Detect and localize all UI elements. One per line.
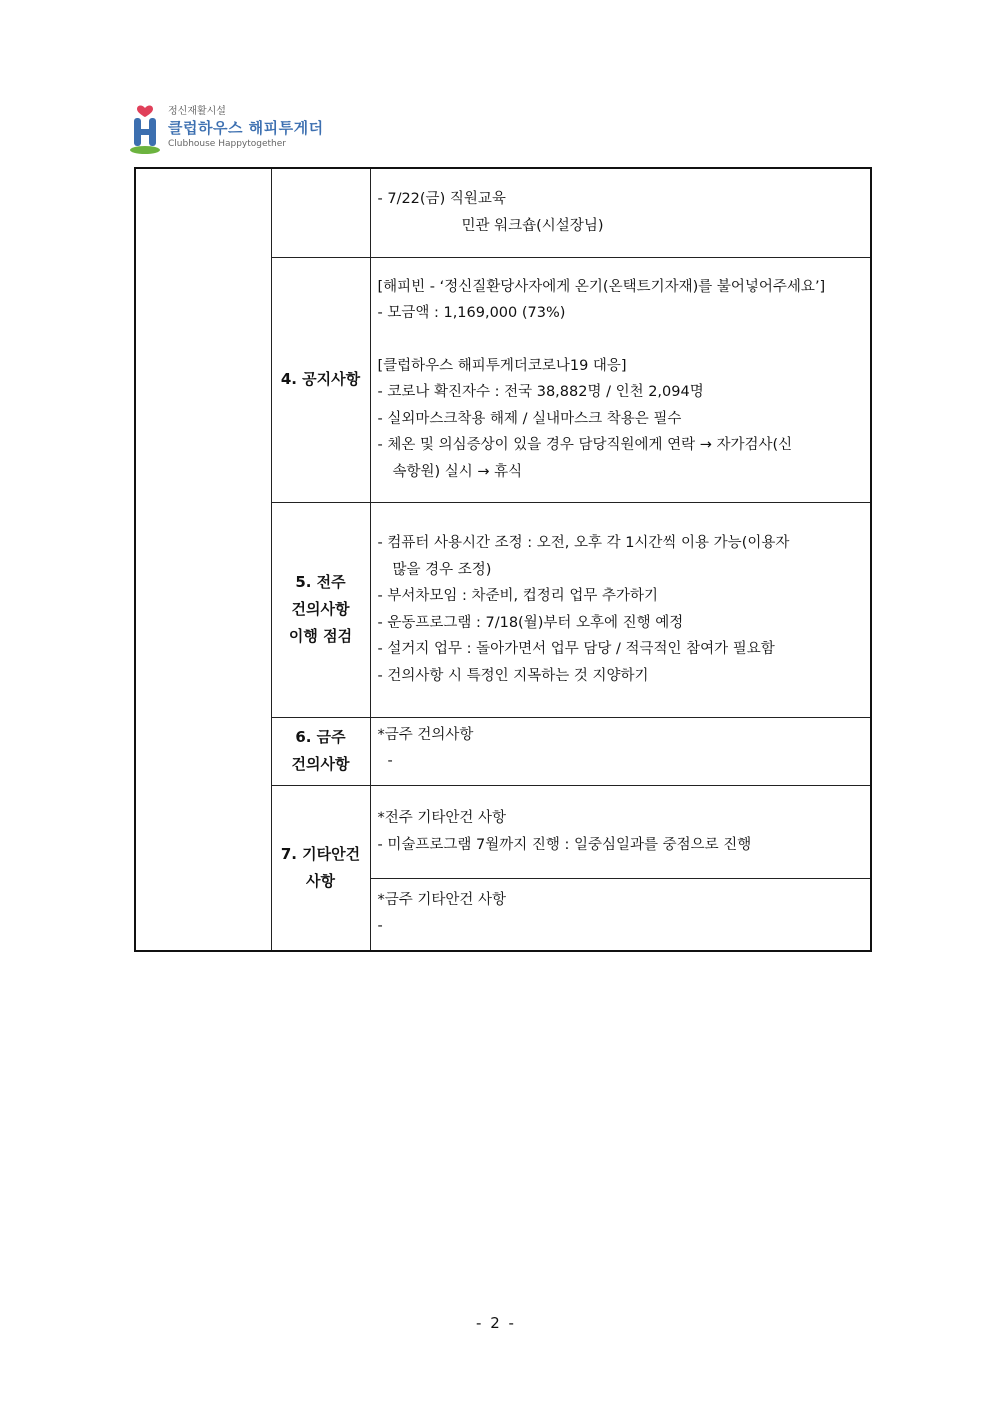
list-item: - 컴퓨터 사용시간 조정 : 오전, 오후 각 1시간씩 이용 가능(이용자 bbox=[377, 535, 790, 551]
org-subtitle: 정신재활시설 bbox=[168, 106, 226, 117]
list-item: - 미술프로그램 7월까지 진행 : 일중심일과를 중점으로 진행 bbox=[377, 836, 752, 853]
list-item: - 모금액 : 1,169,000 (73%) bbox=[377, 305, 566, 322]
list-item: *금주 건의사항 bbox=[377, 726, 474, 743]
list-item: - 실외마스크착용 해제 / 실내마스크 착용은 필수 bbox=[377, 410, 682, 427]
list-item: - 건의사항 시 특정인 지목하는 것 지양하기 bbox=[377, 667, 649, 684]
list-item: *전주 기타안건 사항 bbox=[377, 810, 507, 826]
list-item: 많을 경우 조정) bbox=[392, 561, 492, 578]
list-item: [클럽하우스 해피투게더코로나19 대응] bbox=[377, 357, 627, 374]
this-week-suggestion-heading: 6. 금주 건의사항 bbox=[271, 717, 370, 785]
list-item: - 설거지 업무 : 돌아가면서 업무 담당 / 적극적인 참여가 필요함 bbox=[377, 641, 775, 657]
list-item: *금주 기타안건 사항 bbox=[377, 891, 507, 908]
list-item: - 체온 및 의심증상이 있을 경우 담당직원에게 연락 → 자가검사(신 bbox=[377, 437, 793, 454]
list-item: - bbox=[387, 753, 393, 769]
list-item: [해피빈 - ‘정신질환당사자에게 온기(온택트기자재)를 불어넣어주세요’] bbox=[377, 278, 826, 295]
notice-heading: 4. 공지사항 bbox=[271, 257, 370, 502]
list-item: 속항원) 실시 → 휴식 bbox=[392, 463, 523, 480]
list-item: - 코로나 확진자수 : 전국 38,882명 / 인천 2,094명 bbox=[377, 384, 704, 401]
clubhouse-h-logo-icon bbox=[128, 104, 162, 156]
list-item: - 부서차모임 : 차준비, 컵정리 업무 추가하기 bbox=[377, 588, 658, 604]
org-name-en: Clubhouse Happytogether bbox=[168, 139, 286, 149]
page-number: - 2 - bbox=[476, 1314, 516, 1332]
list-item: - bbox=[377, 918, 383, 934]
list-item: - 운동프로그램 : 7/18(월)부터 오후에 진행 예정 bbox=[377, 614, 684, 631]
list-item: 민관 워크숍(시설장님) bbox=[461, 217, 604, 234]
this-other-items-cell bbox=[370, 878, 871, 951]
prev-suggestion-heading: 5. 전주 건의사항 이행 점검 bbox=[271, 502, 370, 717]
minutes-table bbox=[134, 167, 872, 952]
schedule-cell bbox=[370, 168, 871, 257]
empty-heading-cell bbox=[271, 168, 370, 257]
notice-cell bbox=[370, 257, 871, 502]
section-column bbox=[135, 168, 271, 951]
other-items-heading: 7. 기타안건 사항 bbox=[271, 785, 370, 951]
prev-other-items-cell bbox=[370, 785, 871, 878]
list-item: - 7/22(금) 직원교육 bbox=[377, 191, 506, 208]
prev-suggestion-cell bbox=[370, 502, 871, 717]
this-week-suggestion-cell bbox=[370, 717, 871, 785]
table-row bbox=[135, 168, 871, 257]
org-logo bbox=[128, 104, 328, 156]
org-name: 클럽하우스 해피투게더 bbox=[168, 119, 324, 137]
